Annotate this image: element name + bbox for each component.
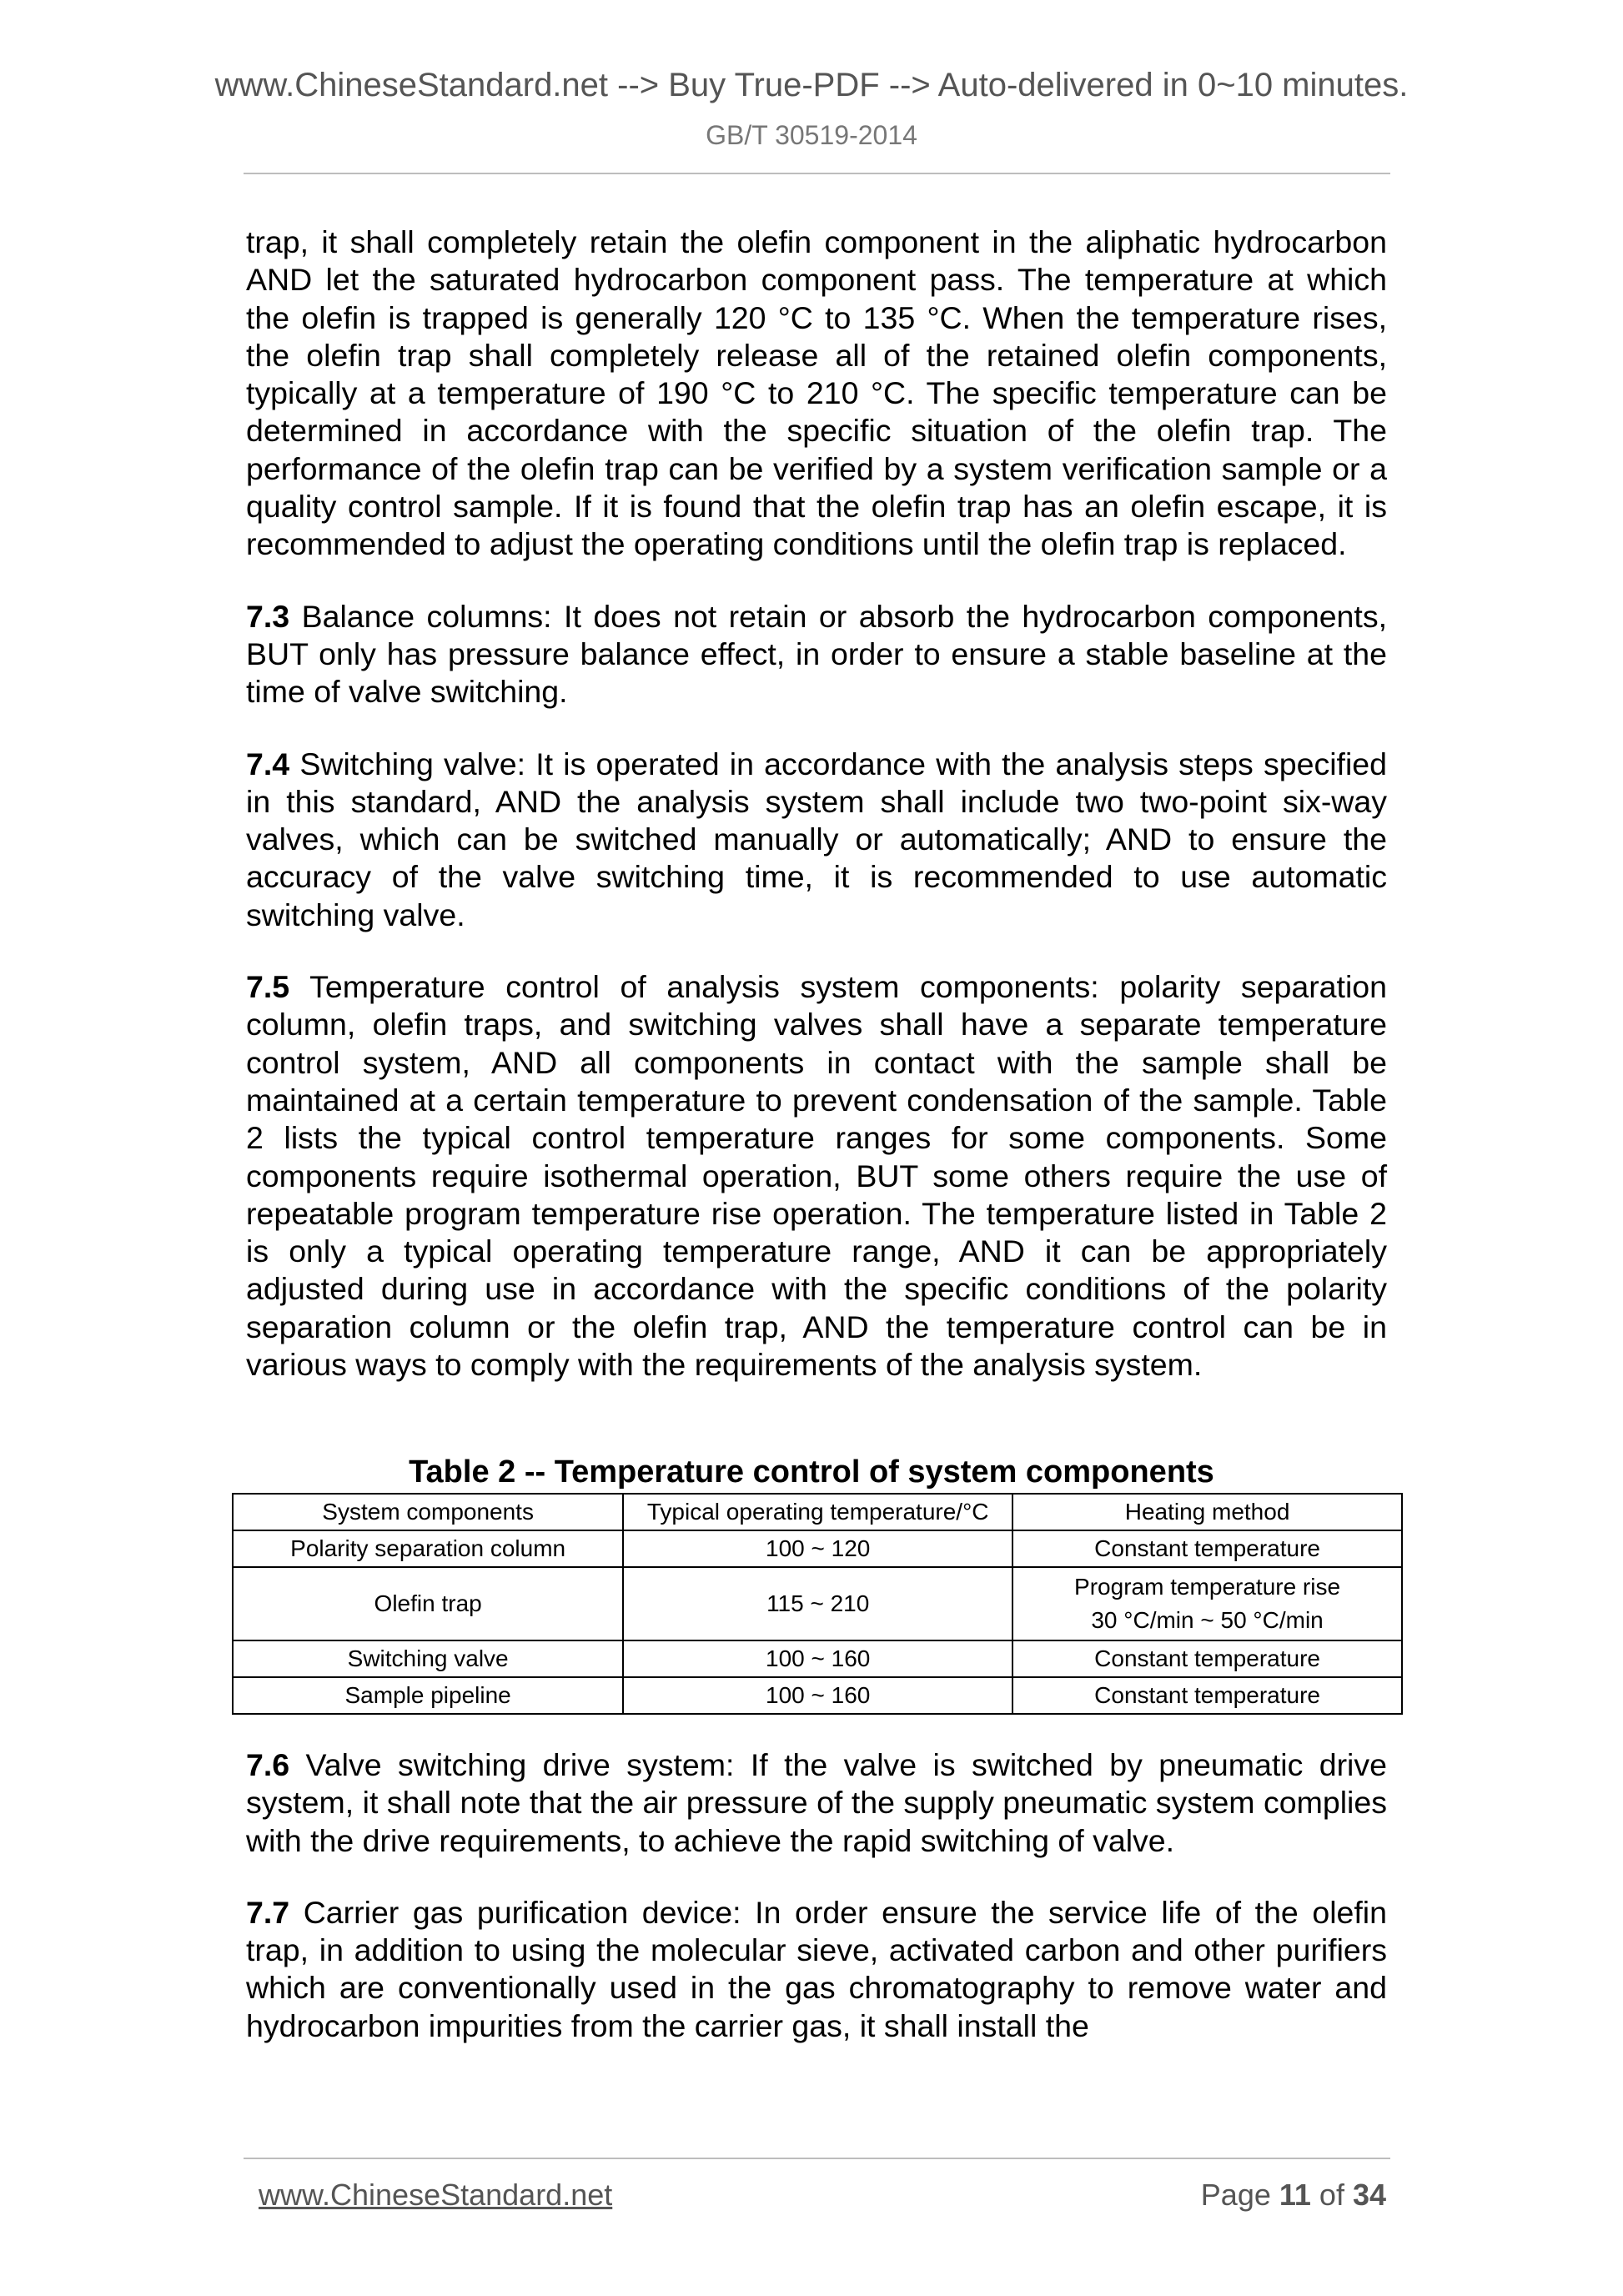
table-header-cell: Typical operating temperature/°C [623,1494,1012,1530]
paragraph-text: Valve switching drive system: If the valve is switched by pneumatic drive system, it shall note that the air pressure of the supply pneumatic system complies with the drive requirements, to achieve the rapid switching of valve. [246,1747,1387,1858]
temperature-control-table [232,1493,1403,1715]
table-cell: 115 ~ 210 [623,1567,1012,1640]
table-row [233,1677,1402,1714]
table-cell: 100 ~ 160 [623,1640,1012,1677]
table-title: Table 2 -- Temperature control of system components [409,1454,1214,1490]
body-text-upper [246,224,1387,1418]
section-number: 7.5 [246,969,290,1005]
paragraph-7-6 [246,1746,1387,1860]
table-row [233,1530,1402,1567]
paragraph-continued [246,224,1387,564]
table-cell: Sample pipeline [233,1677,623,1714]
footer-divider [244,2158,1390,2159]
table-cell: 100 ~ 120 [623,1530,1012,1567]
footer-website-link[interactable]: www.ChineseStandard.net [259,2178,613,2212]
table-cell: Switching valve [233,1640,623,1677]
table-cell: Constant temperature [1012,1640,1402,1677]
section-number: 7.6 [246,1747,290,1782]
body-text-lower [246,1746,1387,2079]
page-prefix: Page [1200,2178,1279,2212]
table-cell: 100 ~ 160 [623,1677,1012,1714]
table-cell-line: 30 °C/min ~ 50 °C/min [1091,1607,1324,1633]
paragraph-7-7 [246,1894,1387,2045]
table-header-cell: System components [233,1494,623,1530]
table-cell: Constant temperature [1012,1677,1402,1714]
standard-number: GB/T 30519-2014 [706,120,917,150]
paragraph-text: Switching valve: It is operated in accordance with the analysis steps specified in this standard, AND the analysis system shall include two two-point six-way valves, which can be switched manually or automatically; AND to ensure the accuracy of the valve switching time, it is recommended to use automatic switching valve. [246,746,1387,932]
paragraph-7-3 [246,598,1387,711]
table-cell: Polarity separation column [233,1530,623,1567]
table-cell: Constant temperature [1012,1530,1402,1567]
table-cell [1012,1567,1402,1640]
table-header-cell: Heating method [1012,1494,1402,1530]
paragraph-text: Balance columns: It does not retain or absorb the hydrocarbon components, BUT only has pressure balance effect, in order to ensure a stable baseline at the time of valve switching. [246,598,1387,710]
table-row [233,1640,1402,1677]
paragraph-text: trap, it shall completely retain the olefin component in the aliphatic hydrocarbon AND let the saturated hydrocarbon component pass. The temperature at which the olefin is trapped is generally 120 °C to 135 °C. When the temperature rises, the olefin trap shall completely release all of the retained olefin components, typically at a temperature of 190 °C to 210 °C. The specific temperature can be determined in accordance with the specific situation of the olefin trap. The performance of the olefin trap can be verified by a system verification sample or a quality control sample. If it is found that the olefin trap has an olefin escape, it is recommended to adjust the operating conditions until the olefin trap is replaced. [246,224,1387,562]
section-number: 7.7 [246,1894,290,1930]
section-number: 7.3 [246,598,290,634]
table-cell-line: Program temperature rise [1074,1574,1341,1600]
paragraph-text: Temperature control of analysis system components: polarity separation column, olefin traps, and switching valves shall have a separate temperature control system, AND all components in contact with the sample shall be maintained at a certain temperature to prevent condensation of the sample. Table 2 lists the typical control temperature ranges for some components. Some components require isothermal operation, BUT some others require the use of repeatable program temperature rise operation. The temperature listed in Table 2 is only a typical operating temperature range, AND it can be appropriately adjusted during use in accordance with the specific conditions of the polarity separation column or the olefin trap, AND the temperature control can be in various ways to comply with the requirements of the analysis system. [246,969,1387,1383]
total-pages: 34 [1352,2178,1386,2212]
page-indicator [1201,2177,1386,2213]
section-number: 7.4 [246,746,290,781]
paragraph-7-4 [246,746,1387,934]
table-row [233,1567,1402,1640]
header-divider [244,173,1390,174]
paragraph-text: Carrier gas purification device: In order ensure the service life of the olefin trap, in addition to using the molecular sieve, activated carbon and other purifiers which are conventionally used in the gas chromatography to remove water and hydrocarbon impurities from the carrier gas, it shall install the [246,1894,1387,2043]
table-cell: Olefin trap [233,1567,623,1640]
paragraph-7-5 [246,968,1387,1384]
current-page: 11 [1279,2178,1311,2212]
page-separator: of [1310,2178,1353,2212]
table-header-row [233,1494,1402,1530]
header-banner: www.ChineseStandard.net --> Buy True-PDF --> Auto-delivered in 0~10 minutes. [214,67,1409,103]
